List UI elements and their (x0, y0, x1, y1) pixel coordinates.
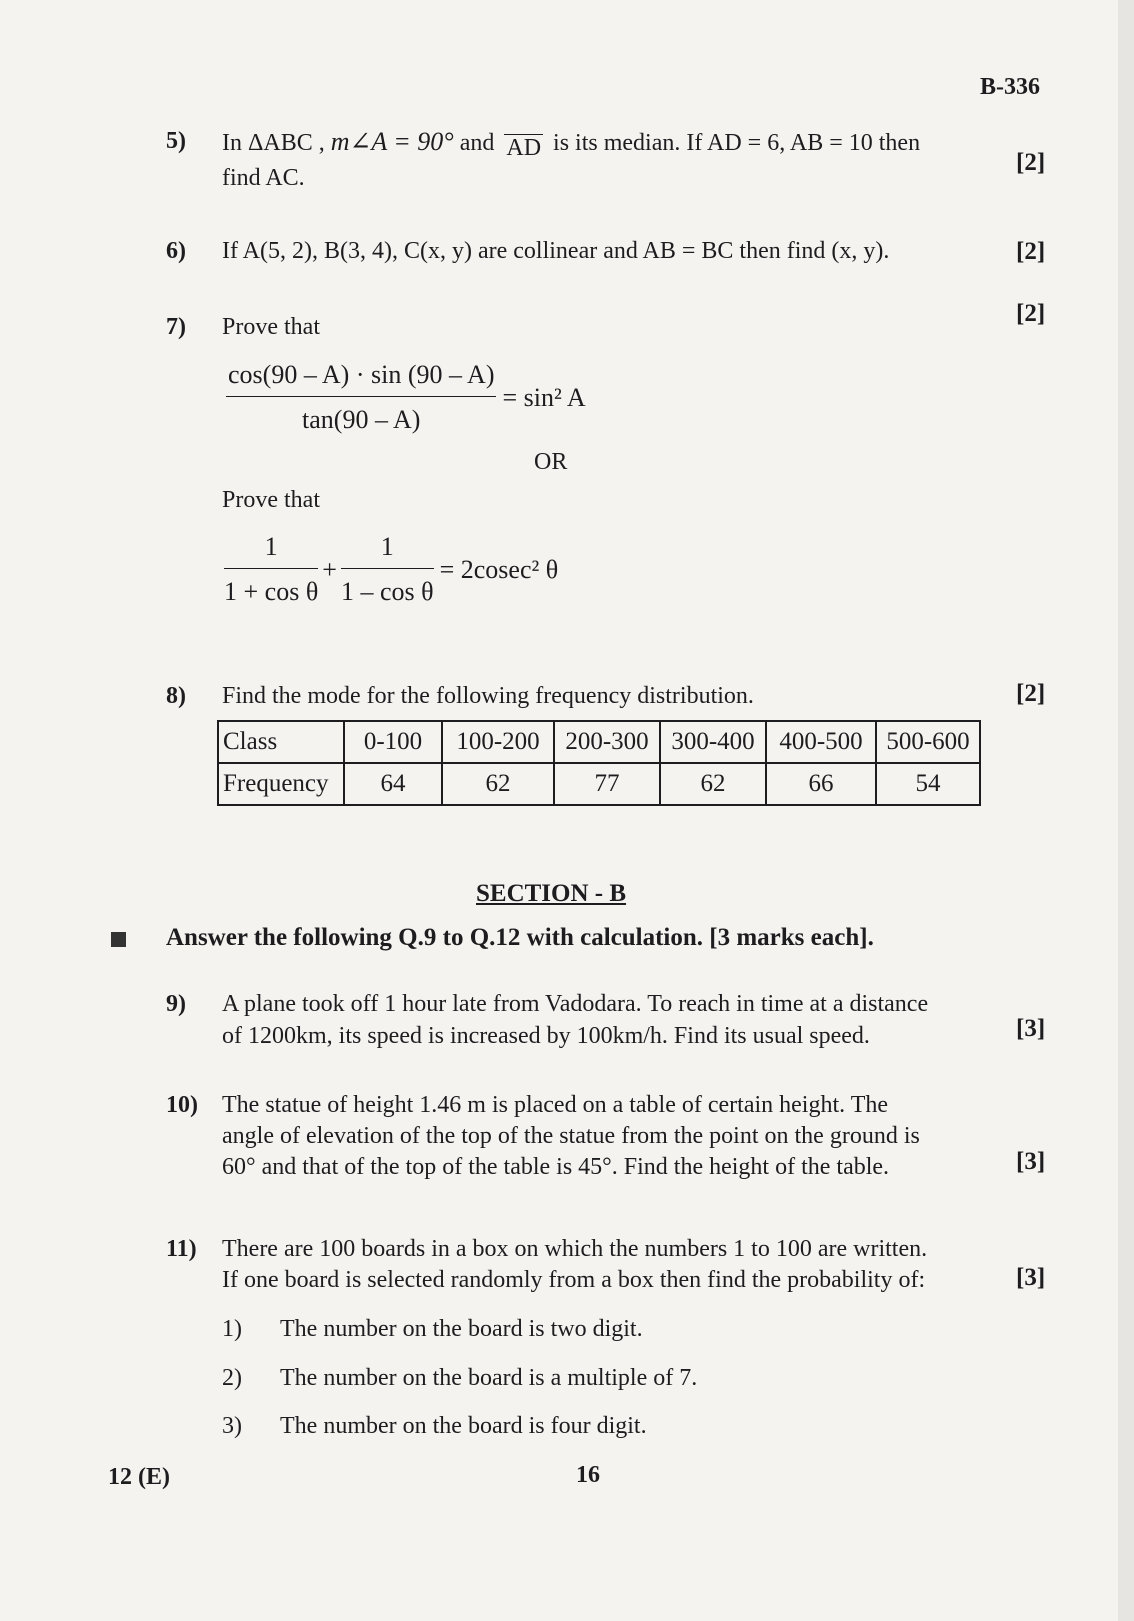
marks: [2] (1016, 680, 1046, 707)
question-text-cont: find AC. (222, 165, 305, 191)
question-number: 5) (166, 128, 186, 154)
question-text-cont: angle of elevation of the top of the statue from the point on the ground is (222, 1123, 920, 1149)
prove-label: Prove that (222, 487, 320, 513)
question-text: Find the mode for the following frequency distribution. (222, 683, 754, 709)
question-text: A plane took off 1 hour late from Vadodara. To reach in time at a distance (222, 991, 929, 1017)
segment-ad: AD (506, 135, 542, 161)
square-bullet-icon (111, 932, 126, 947)
marks: [3] (1016, 1264, 1046, 1291)
equation-1: $\frac{\cos(90 - A) \cdot \sin (90 - A)}{\tan(90 - A)}$ = sin² A (228, 360, 586, 434)
or-label: OR (534, 449, 568, 475)
footer-code: 12 (E) (108, 1464, 170, 1490)
equation-2: $\frac{1}{\text{1 + cos θ}}$ + $\frac{1}{\text{1 – cos θ}}$ = 2cosec² θ (224, 532, 559, 606)
marks: [2] (1016, 149, 1046, 176)
marks: [3] (1016, 1148, 1046, 1175)
table-cell: 54 (876, 763, 980, 805)
marks: [3] (1016, 1015, 1046, 1042)
table-cell: 62 (660, 763, 766, 805)
table-row (218, 721, 980, 763)
table-row (218, 763, 980, 805)
table-cell: 66 (766, 763, 876, 805)
table-cell: Class (218, 721, 344, 763)
table-cell: 200-300 (554, 721, 660, 763)
section-title: SECTION - B (476, 880, 627, 907)
table-cell: 100-200 (442, 721, 554, 763)
question-number: 6) (166, 238, 186, 264)
list-item: 1) The number on the board is two digit. (222, 1316, 643, 1342)
table-cell: 0-100 (344, 721, 442, 763)
fraction: $\frac{1}{\text{1 + cos θ}}$ (224, 532, 319, 606)
table-cell: 77 (554, 763, 660, 805)
table-cell: 62 (442, 763, 554, 805)
table-cell: 64 (344, 763, 442, 805)
question-number: 10) (166, 1092, 198, 1118)
table-cell: Frequency (218, 763, 344, 805)
question-text: The statue of height 1.46 m is placed on a table of certain height. The (222, 1092, 889, 1118)
question-number: 8) (166, 683, 186, 709)
fraction: $\frac{\cos(90 - A) \cdot \sin (90 - A)}{\tan(90 - A)}$ (228, 360, 495, 434)
marks: [2] (1016, 238, 1046, 265)
question-text-cont: of 1200km, its speed is increased by 100km/h. Find its usual speed. (222, 1023, 870, 1049)
question-text: If A(5, 2), B(3, 4), C(x, y) are collinear and AB = BC then find (x, y). (222, 238, 890, 264)
marks: [2] (1016, 300, 1046, 327)
question-number: 11) (166, 1236, 197, 1262)
section-instruction: Answer the following Q.9 to Q.12 with calculation. [3 marks each]. (166, 924, 874, 951)
question-number: 9) (166, 991, 186, 1017)
table-cell: 400-500 (766, 721, 876, 763)
fraction: $\frac{1}{\text{1 – cos θ}}$ (340, 532, 434, 606)
list-item: 2) The number on the board is a multiple of 7. (222, 1365, 698, 1391)
question-text: In ΔABC , m∠A = 90° and AD is its median. If AD = 6, AB = 10 then (222, 127, 921, 161)
prove-label: Prove that (222, 314, 320, 340)
question-number: 7) (166, 314, 186, 340)
scan-edge (1118, 0, 1134, 1621)
question-text-cont: 60° and that of the top of the table is 45°. Find the height of the table. (222, 1154, 890, 1180)
question-text: There are 100 boards in a box on which the numbers 1 to 100 are written. (222, 1236, 928, 1262)
question-text-cont: If one board is selected randomly from a box then find the probability of: (222, 1267, 926, 1293)
list-item: 3) The number on the board is four digit. (222, 1413, 647, 1439)
page-number: 16 (576, 1462, 600, 1488)
paper-code: B-336 (980, 74, 1040, 100)
table-cell: 300-400 (660, 721, 766, 763)
frequency-table (217, 720, 981, 806)
table-cell: 500-600 (876, 721, 980, 763)
